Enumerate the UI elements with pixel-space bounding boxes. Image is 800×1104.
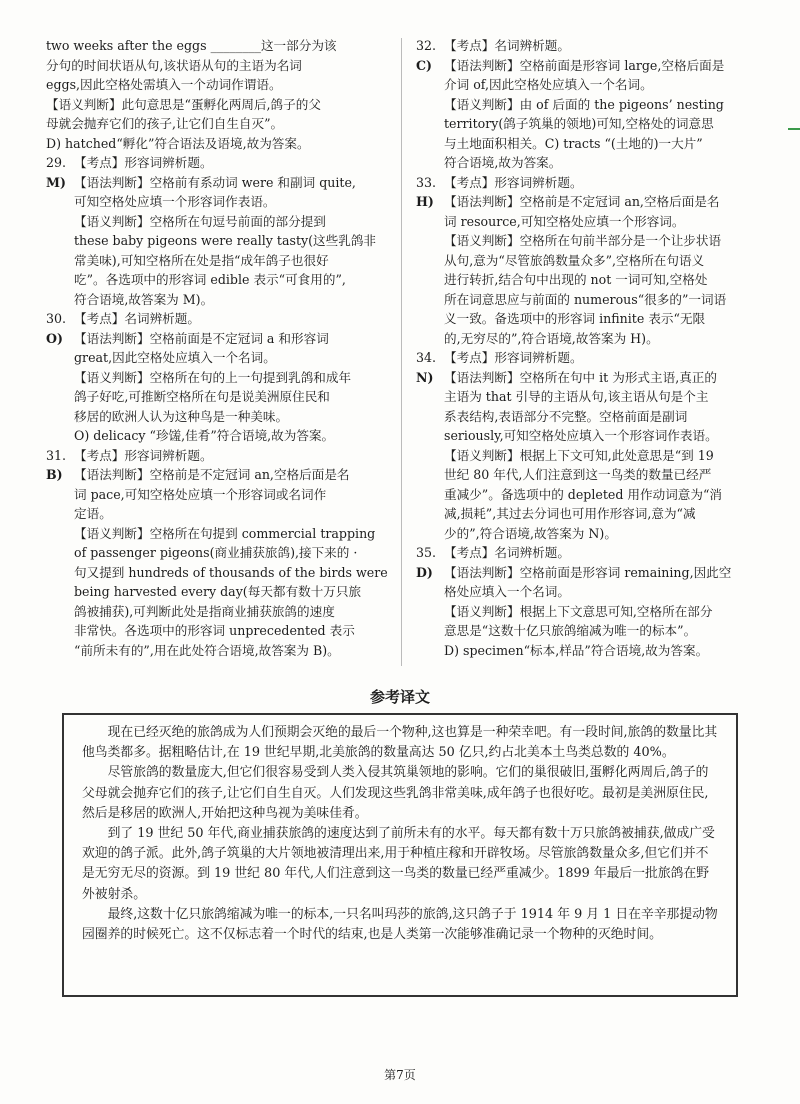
translation-title: 参考译文 [369, 688, 430, 706]
text-line: 义一致。备选项中的形容词 infinite 表示“无限 [444, 311, 706, 326]
text-line: 【语义判断】根据上下文可知,此处意思是“到 19 [444, 447, 714, 463]
text-line: 分句的时间状语从句,该状语从句的主语为名词 [46, 57, 302, 73]
text-line: 词 resource,可知空格处应填一个形容词。 [444, 213, 685, 229]
question-30 [46, 309, 390, 329]
translation-paragraph: 最终,这数十亿只旅鸽缩减为唯一的标本,一只名叫玛莎的旅鸽,这只鸽子于 1914 年 9 月 1 日在辛辛那提动物园圈养的时候死亡。这不仅标志着一个时代的结束,也是人类第一次能够准确记录一个物种的灭绝时间。 [82, 906, 718, 943]
text-line: 世纪 80 年代,人们注意到这一鸟类的数量已经严 [444, 467, 712, 482]
text-line: O) delicacy “珍馐,佳肴”符合语境,故为答案。 [74, 428, 335, 443]
question-33 [416, 173, 754, 193]
text-line: two weeks after the eggs ________这一部分为该 [46, 38, 337, 53]
text-line: 进行转折,结合句中出现的 not 一词可知,空格处 [444, 272, 708, 287]
text-line: 非常快。各选项中的形容词 unprecedented 表示 [74, 623, 355, 638]
text-line: 鸽子好吃,可推断空格所在句是说美洲原住民和 [74, 389, 330, 404]
text-line: D) hatched“孵化”符合语法及语境,故为答案。 [46, 135, 310, 151]
question-29 [46, 153, 390, 173]
text-line: 鸽被捕获),可判断此处是指商业捕获旅鸽的速度 [74, 603, 335, 619]
kaodian: 【考点】名词辨析题。 [444, 38, 570, 53]
text-line: eggs,因此空格处需填入一个动词作谓语。 [46, 77, 282, 92]
text-line: 【语义判断】根据上下文意思可知,空格所在部分 [444, 603, 713, 619]
text-line: 【语义判断】由 of 后面的 the pigeons’ nesting [444, 96, 724, 112]
text-line: 【语法判断】空格前是不定冠词 an,空格后面是名 [444, 194, 720, 209]
question-number: 32. [416, 38, 437, 53]
text-line: 词 pace,可知空格处应填一个形容词或名词作 [74, 486, 327, 502]
answer-letter: H) [416, 194, 434, 209]
text-line: 格处应填入一个名词。 [444, 584, 570, 599]
translation-paragraph: 尽管旅鸽的数量庞大,但它们很容易受到人类入侵其筑巢领地的影响。它们的巢很破旧,蛋孵化两周后,鸽子的父母就会抛弃它们的孩子,让它们自生自灭。人们发现这些乳鸽非常美味,成年鸽子也很好吃。最初是美洲原住民,然后是移居的欧洲人,开始把这种鸟视为美味佳肴。 [82, 765, 709, 821]
text-line: 【语法判断】空格前是不定冠词 an,空格后面是名 [74, 467, 350, 482]
answer-30 [46, 329, 390, 446]
question-number: 31. [46, 447, 67, 463]
text-line: seriously,可知空格处应填入一个形容词作表语。 [444, 428, 718, 443]
text-line: 的,无穷尽的”,符合语境,故答案为 H)。 [444, 330, 659, 346]
text-line: D) specimen“标本,样品”符合语境,故为答案。 [444, 642, 709, 658]
text-line: 减,损耗”,其过去分词也可用作形容词,意为“减 [444, 506, 696, 521]
text-line: 常美味),可知空格所在处是指“成年鸽子也很好 [74, 252, 329, 268]
text-line: 【语法判断】空格所在句中 it 为形式主语,真正的 [444, 369, 717, 385]
text-line: 【语义判断】空格所在句的上一句提到乳鸽和成年 [74, 369, 352, 385]
text-line: 介词 of,因此空格处应填入一个名词。 [444, 77, 653, 92]
kaodian: 【考点】形容词辨析题。 [74, 155, 213, 170]
text-line: 【语法判断】空格前面是形容词 large,空格后面是 [444, 57, 725, 73]
text-line: territory(鸽子筑巢的领地)可知,空格处的词意思 [444, 116, 714, 131]
text-line: 【语法判断】空格前面是形容词 remaining,因此空 [444, 564, 732, 580]
text-line: 主语为 that 引导的主语从句,该主语从句是个主 [444, 389, 709, 404]
translation-box [62, 713, 738, 997]
kaodian: 【考点】名词辨析题。 [74, 311, 200, 326]
answer-letter: B) [46, 467, 63, 482]
text-line: being harvested every day(每天都有数十万只旅 [74, 584, 362, 599]
text-line: 意思是“这数十亿只旅鸽缩减为唯一的标本”。 [444, 623, 697, 638]
answer-29 [46, 173, 390, 310]
text-line: 定语。 [74, 506, 112, 521]
question-number: 34. [416, 350, 437, 365]
answer-35 [416, 563, 754, 661]
text-line: 母就会抛弃它们的孩子,让它们自生自灭”。 [46, 116, 284, 131]
answer-letter: C) [416, 57, 432, 73]
kaodian: 【考点】形容词辨析题。 [74, 447, 213, 463]
text-line: 【语义判断】空格所在句前半部分是一个让步状语 [444, 233, 722, 248]
question-35 [416, 543, 754, 563]
kaodian: 【考点】名词辨析题。 [444, 545, 570, 560]
text-line: 可知空格处应填一个形容词作表语。 [74, 194, 276, 209]
text-line: 所在词意思应与前面的 numerous“很多的”一词语 [444, 291, 727, 307]
text-line: 少的”,符合语境,故答案为 N)。 [444, 525, 617, 541]
text-line: these baby pigeons were really tasty(这些乳鸽非 [74, 233, 377, 248]
text-line: 句又提到 hundreds of thousands of the birds were [74, 564, 388, 580]
answer-31 [46, 465, 390, 660]
text-line: 吃”。各选项中的形容词 edible 表示“可食用的”, [74, 272, 346, 287]
question-number: 35. [416, 545, 437, 560]
kaodian: 【考点】形容词辨析题。 [444, 174, 583, 190]
text-line: 符合语境,故为答案。 [444, 155, 562, 170]
text-line: great,因此空格处应填入一个名词。 [74, 350, 276, 365]
text-line: 【语法判断】空格前有系动词 were 和副词 quite, [74, 174, 356, 190]
question-number: 30. [46, 311, 67, 326]
text-line: 重减少”。备选项中的 depleted 用作动词意为“消 [444, 486, 723, 502]
question-32 [416, 36, 754, 56]
text-line: 【语法判断】空格前面是不定冠词 a 和形容词 [74, 330, 329, 346]
translation-paragraph: 现在已经灭绝的旅鸽成为人们预期会灭绝的最后一个物种,这也算是一种荣幸吧。有一段时间,旅鸽的数量比其他鸟类都多。据粗略估计,在 19 世纪早期,北美旅鸽的数量高达 50 亿只,约占北美本土鸟类总数的 40%。 [82, 725, 718, 761]
text-line: 移居的欧洲人认为这种鸟是一种美味。 [74, 408, 289, 424]
question-34 [416, 348, 754, 368]
text-line: 从句,意为“尽管旅鸽数量众多”,空格所在句语义 [444, 252, 705, 268]
answer-letter: M) [46, 174, 66, 190]
text-line: “前所未有的”,用在此处符合语境,故答案为 B)。 [74, 642, 340, 658]
answer-34 [416, 368, 754, 544]
answer-33 [416, 192, 754, 348]
right-column [416, 36, 754, 660]
question-number: 29. [46, 155, 67, 170]
left-column [46, 36, 390, 660]
kaodian: 【考点】形容词辨析题。 [444, 350, 583, 365]
page-number: 第7页 [384, 1068, 416, 1082]
text-line: of passenger pigeons(商业捕获旅鸽),接下来的 · [74, 545, 358, 560]
margin-mark [788, 128, 800, 130]
translation-paragraph: 到了 19 世纪 50 年代,商业捕获旅鸽的速度达到了前所未有的水平。每天都有数十万只旅鸽被捕获,做成广受欢迎的鸽子派。此外,鸽子筑巢的大片领地被清理出来,用于种植庄稼和开辟牧场。尽管旅鸽数量众多,但它们并不是无穷无尽的资源。到 19 世纪 80 年代,人们注意到这一鸟类的数量已经严重减少。1899 年最后一批旅鸽在野外被射杀。 [82, 826, 715, 902]
answer-letter: D) [416, 564, 433, 580]
text-line: 符合语境,故答案为 M)。 [74, 291, 214, 307]
text-line: 系表结构,表语部分不完整。空格前面是副词 [444, 408, 688, 424]
text-line: 【语义判断】空格所在句逗号前面的部分提到 [74, 213, 326, 229]
text-line: 【语义判断】空格所在句提到 commercial trapping [74, 525, 376, 541]
question-number: 33. [416, 174, 437, 190]
answer-32 [416, 56, 754, 173]
column-divider [401, 38, 402, 666]
text-line: 与土地面积相关。C) tracts “(土地的)一大片” [444, 135, 703, 151]
answer-letter: N) [416, 369, 434, 385]
intro-block [46, 36, 390, 153]
question-31 [46, 446, 390, 466]
text-line: 【语义判断】此句意思是“蛋孵化两周后,鸽子的父 [46, 96, 321, 112]
answer-letter: O) [46, 330, 63, 346]
